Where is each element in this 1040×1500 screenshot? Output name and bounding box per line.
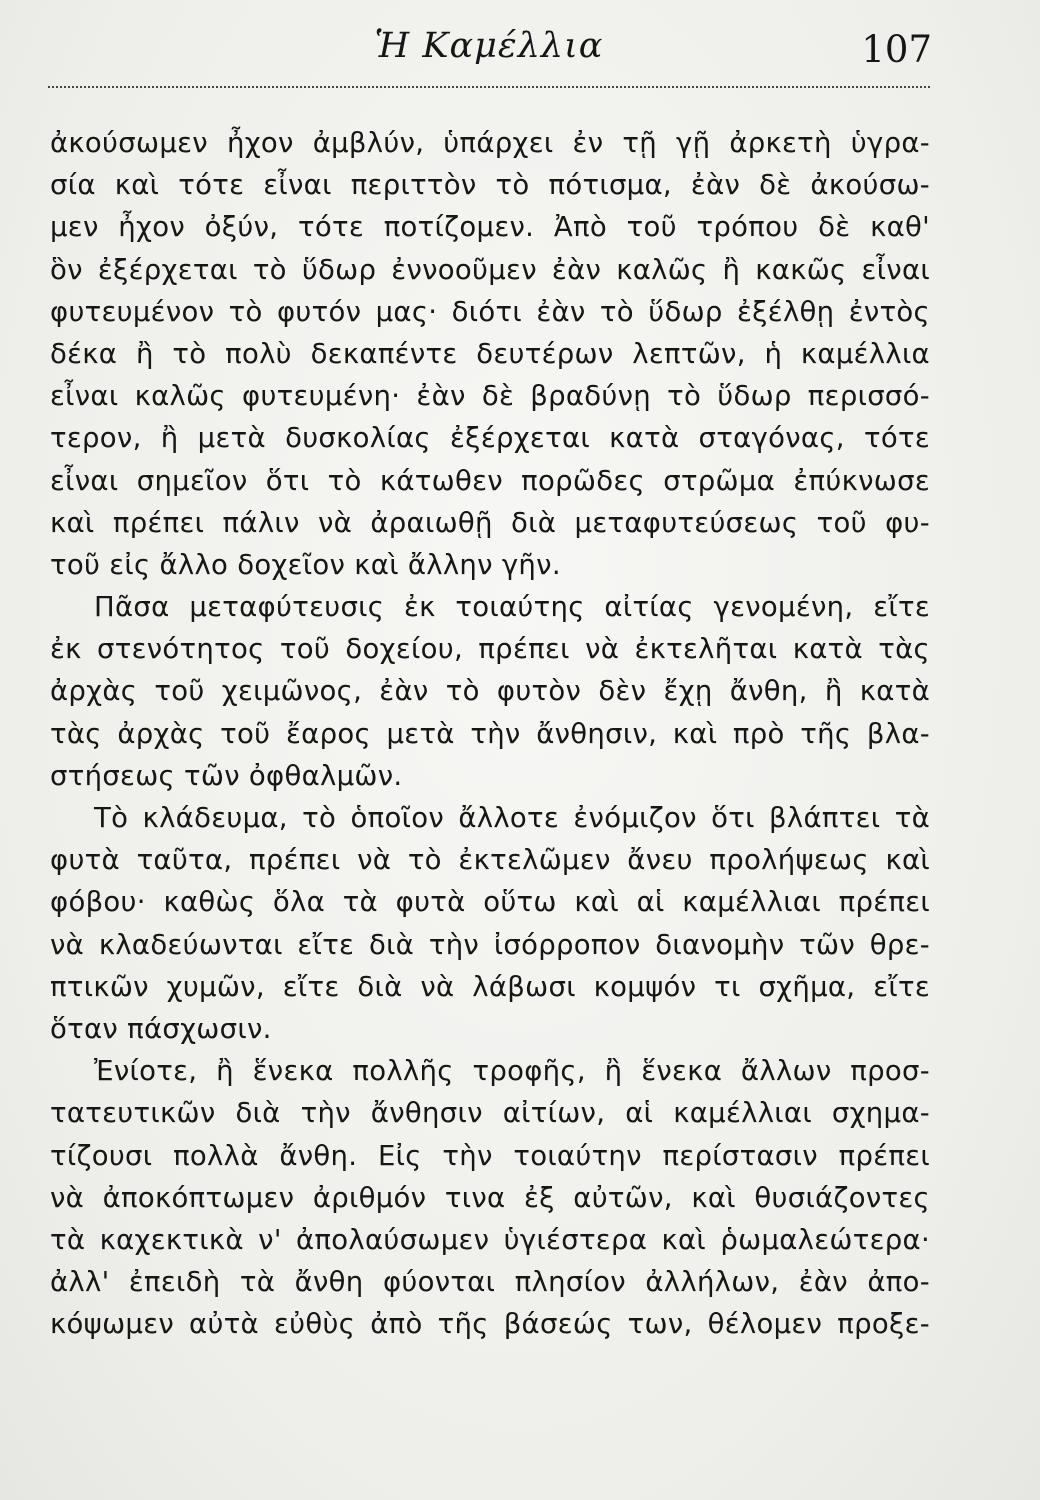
running-header [48, 26, 930, 86]
text-line: Τὸ κλάδευμα, τὸ ὁποῖον ἄλλοτε ἐνόμιζον ὅτι βλάπτει τὰ [94, 802, 930, 834]
text-line: ἀλλ' ἐπειδὴ τὰ ἄνθη φύονται πλησίον ἀλλήλων, ἐὰν ἀπο- [50, 1266, 930, 1299]
text-line: εἶναι καλῶς φυτευμένη· ἐὰν δὲ βραδύνῃ τὸ ὕδωρ περισσό- [50, 380, 930, 413]
text-line: Πᾶσα μεταφύτευσις ἐκ τοιαύτης αἰτίας γενομένη, εἴτε [94, 591, 930, 624]
text-line: νὰ ἀποκόπτωμεν ἀριθμόν τινα ἐξ αὐτῶν, καὶ θυσιάζοντες [50, 1181, 930, 1214]
text-line: Ἐνίοτε, ἢ ἕνεκα πολλῆς τροφῆς, ἢ ἕνεκα ἄλλων προσ- [94, 1055, 930, 1088]
header-rule [48, 86, 930, 88]
text-line: φόβου· καθὼς ὅλα τὰ φυτὰ οὕτω καὶ αἱ καμέλλιαι πρέπει [50, 886, 930, 919]
text-line: φυτὰ ταῦτα, πρέπει νὰ τὸ ἐκτελῶμεν ἄνευ προλήψεως καὶ [50, 844, 930, 877]
text-line: τὰ καχεκτικὰ ν' ἀπολαύσωμεν ὑγιέστερα καὶ ῥωμαλεώτερα· [50, 1223, 930, 1256]
text-line: τὰς ἀρχὰς τοῦ ἔαρος μετὰ τὴν ἄνθησιν, καὶ πρὸ τῆς βλα- [50, 717, 930, 750]
text-line: εἶναι σημεῖον ὅτι τὸ κάτωθεν πορῶδες στρῶμα ἐπύκνωσε [50, 464, 930, 497]
text-line: καὶ πρέπει πάλιν νὰ ἀραιωθῇ διὰ μεταφυτεύσεως τοῦ φυ- [50, 506, 930, 539]
text-line: ἀκούσωμεν ἦχον ἀμβλύν, ὑπάρχει ἐν τῇ γῇ ἀρκετὴ ὑγρα- [50, 127, 930, 159]
text-line: ὃν ἐξέρχεται τὸ ὕδωρ ἐννοοῦμεν ἐὰν καλῶς ἢ κακῶς εἶναι [50, 253, 930, 286]
text-line: μεν ἦχον ὀξύν, τότε ποτίζομεν. Ἀπὸ τοῦ τρόπου δὲ καθ' [50, 211, 930, 244]
text-line: τερον, ἢ μετὰ δυσκολίας ἐξέρχεται κατὰ σταγόνας, τότε [50, 422, 930, 455]
text-line: τοῦ εἰς ἄλλο δοχεῖον καὶ ἄλλην γῆν. [50, 548, 561, 581]
text-line: ὅταν πάσχωσιν. [50, 1012, 272, 1045]
text-line: νὰ κλαδεύωνται εἴτε διὰ τὴν ἰσόρροπον διανομὴν τῶν θρε- [50, 928, 930, 961]
text-line: κόψωμεν αὐτὰ εὐθὺς ἀπὸ τῆς βάσεώς των, θέλομεν προξε- [50, 1308, 930, 1341]
text-line: σία καὶ τότε εἶναι περιττὸν τὸ πότισμα, ἐὰν δὲ ἀκούσω- [50, 169, 930, 202]
text-line: στήσεως τῶν ὀφθαλμῶν. [50, 759, 403, 792]
running-title: Ἡ Καμέλλια [374, 26, 604, 66]
text-line: δέκα ἢ τὸ πολὺ δεκαπέντε δευτέρων λεπτῶν, ἡ καμέλλια [50, 337, 930, 370]
text-line: φυτευμένον τὸ φυτόν μας· διότι ἐὰν τὸ ὕδωρ ἐξέλθῃ ἐντὸς [50, 295, 930, 328]
body-text [50, 122, 930, 1345]
page-number: 107 [861, 28, 932, 71]
text-line: ἀρχὰς τοῦ χειμῶνος, ἐὰν τὸ φυτὸν δὲν ἔχῃ ἄνθη, ἢ κατὰ [50, 675, 930, 708]
text-line: πτικῶν χυμῶν, εἴτε διὰ νὰ λάβωσι κομψόν τι σχῆμα, εἴτε [50, 970, 930, 1003]
text-line: ἐκ στενότητος τοῦ δοχείου, πρέπει νὰ ἐκτελῆται κατὰ τὰς [50, 633, 930, 666]
text-line: τατευτικῶν διὰ τὴν ἄνθησιν αἰτίων, αἱ καμέλλιαι σχημα- [50, 1097, 930, 1130]
text-line: τίζουσι πολλὰ ἄνθη. Εἰς τὴν τοιαύτην περίστασιν πρέπει [50, 1139, 930, 1172]
